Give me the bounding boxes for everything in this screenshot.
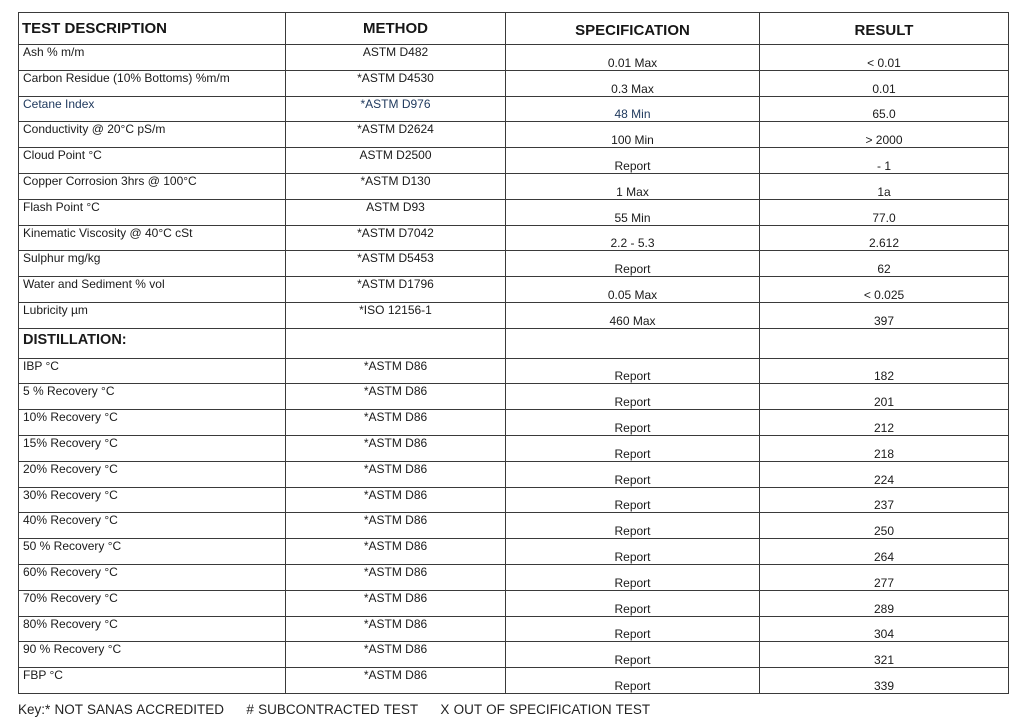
test-description: Lubricity µm — [19, 302, 286, 328]
test-result: 218 — [760, 435, 1009, 461]
test-description: Cloud Point °C — [19, 148, 286, 174]
test-specification: Report — [506, 539, 760, 565]
test-description: 30% Recovery °C — [19, 487, 286, 513]
test-method: *ASTM D7042 — [286, 225, 506, 251]
test-result: 182 — [760, 358, 1009, 384]
test-description: Sulphur mg/kg — [19, 251, 286, 277]
distillation-title: DISTILLATION: — [19, 328, 286, 358]
test-result: 201 — [760, 384, 1009, 410]
key-legend — [18, 702, 668, 717]
table-row — [19, 384, 1009, 410]
test-method: *ASTM D4530 — [286, 70, 506, 96]
test-result: 2.612 — [760, 225, 1009, 251]
test-description: 5 % Recovery °C — [19, 384, 286, 410]
table-row — [19, 302, 1009, 328]
table-body — [19, 45, 1009, 694]
header-test-description: TEST DESCRIPTION — [19, 13, 286, 45]
table-row — [19, 96, 1009, 122]
test-description: FBP °C — [19, 668, 286, 694]
test-specification: 1 Max — [506, 173, 760, 199]
test-description: Water and Sediment % vol — [19, 277, 286, 303]
table-row — [19, 539, 1009, 565]
table-row — [19, 435, 1009, 461]
test-method: ASTM D2500 — [286, 148, 506, 174]
test-specification: 48 Min — [506, 96, 760, 122]
test-specification: 460 Max — [506, 302, 760, 328]
test-method: *ASTM D86 — [286, 668, 506, 694]
test-specification: 100 Min — [506, 122, 760, 148]
test-method: *ASTM D86 — [286, 642, 506, 668]
table-row — [19, 668, 1009, 694]
table-row — [19, 225, 1009, 251]
test-results-table — [18, 12, 1009, 694]
test-specification: 55 Min — [506, 199, 760, 225]
test-description: Cetane Index — [19, 96, 286, 122]
header-method: METHOD — [286, 13, 506, 45]
test-result: 1a — [760, 173, 1009, 199]
test-result: 289 — [760, 590, 1009, 616]
test-method: *ASTM D86 — [286, 487, 506, 513]
key-subcontracted: # SUBCONTRACTED TEST — [246, 702, 419, 717]
test-specification: Report — [506, 148, 760, 174]
test-method: *ASTM D86 — [286, 564, 506, 590]
test-specification: Report — [506, 435, 760, 461]
test-specification: Report — [506, 513, 760, 539]
test-method: *ASTM D130 — [286, 173, 506, 199]
test-description: 40% Recovery °C — [19, 513, 286, 539]
table-row — [19, 590, 1009, 616]
test-result: > 2000 — [760, 122, 1009, 148]
table-row — [19, 461, 1009, 487]
table-row — [19, 513, 1009, 539]
table-row — [19, 173, 1009, 199]
test-result: < 0.025 — [760, 277, 1009, 303]
test-description: Copper Corrosion 3hrs @ 100°C — [19, 173, 286, 199]
table-row — [19, 564, 1009, 590]
test-description: Kinematic Viscosity @ 40°C cSt — [19, 225, 286, 251]
test-method: *ASTM D86 — [286, 384, 506, 410]
test-method: *ASTM D86 — [286, 435, 506, 461]
test-results-sheet — [18, 12, 1008, 694]
table-row — [19, 251, 1009, 277]
test-description: Flash Point °C — [19, 199, 286, 225]
empty-cell — [760, 328, 1009, 358]
table-row — [19, 122, 1009, 148]
test-result: 65.0 — [760, 96, 1009, 122]
test-method: ASTM D93 — [286, 199, 506, 225]
test-description: 10% Recovery °C — [19, 410, 286, 436]
test-description: 80% Recovery °C — [19, 616, 286, 642]
test-method: *ASTM D86 — [286, 590, 506, 616]
test-specification: Report — [506, 487, 760, 513]
test-result: 224 — [760, 461, 1009, 487]
table-row — [19, 487, 1009, 513]
test-result: 304 — [760, 616, 1009, 642]
test-description: Carbon Residue (10% Bottoms) %m/m — [19, 70, 286, 96]
test-method: *ASTM D2624 — [286, 122, 506, 148]
test-method: *ASTM D86 — [286, 539, 506, 565]
test-result: 339 — [760, 668, 1009, 694]
table-row — [19, 642, 1009, 668]
test-method: *ASTM D86 — [286, 616, 506, 642]
test-description: 50 % Recovery °C — [19, 539, 286, 565]
table-row — [19, 148, 1009, 174]
empty-cell — [286, 328, 506, 358]
test-result: 397 — [760, 302, 1009, 328]
test-result: - 1 — [760, 148, 1009, 174]
test-description: IBP °C — [19, 358, 286, 384]
test-specification: 2.2 - 5.3 — [506, 225, 760, 251]
test-result: 264 — [760, 539, 1009, 565]
table-header-row — [19, 13, 1009, 45]
test-result: 250 — [760, 513, 1009, 539]
test-specification: 0.3 Max — [506, 70, 760, 96]
header-specification: SPECIFICATION — [506, 13, 760, 45]
test-method: ASTM D482 — [286, 45, 506, 71]
test-method: *ASTM D1796 — [286, 277, 506, 303]
table-row — [19, 358, 1009, 384]
test-method: *ASTM D86 — [286, 461, 506, 487]
key-out-of-spec: X OUT OF SPECIFICATION TEST — [440, 702, 651, 717]
test-result: 277 — [760, 564, 1009, 590]
test-description: 15% Recovery °C — [19, 435, 286, 461]
test-specification: Report — [506, 384, 760, 410]
test-method: *ASTM D976 — [286, 96, 506, 122]
test-specification: Report — [506, 642, 760, 668]
empty-cell — [506, 328, 760, 358]
test-description: Conductivity @ 20°C pS/m — [19, 122, 286, 148]
test-result: 321 — [760, 642, 1009, 668]
test-specification: 0.05 Max — [506, 277, 760, 303]
test-description: Ash % m/m — [19, 45, 286, 71]
test-specification: Report — [506, 410, 760, 436]
test-method: *ASTM D86 — [286, 358, 506, 384]
test-result: 212 — [760, 410, 1009, 436]
test-specification: 0.01 Max — [506, 45, 760, 71]
distillation-section-row — [19, 328, 1009, 358]
key-not-accredited: Key:* NOT SANAS ACCREDITED — [18, 702, 225, 717]
test-method: *ISO 12156-1 — [286, 302, 506, 328]
table-row — [19, 70, 1009, 96]
test-specification: Report — [506, 564, 760, 590]
test-specification: Report — [506, 590, 760, 616]
table-row — [19, 277, 1009, 303]
table-row — [19, 199, 1009, 225]
test-specification: Report — [506, 461, 760, 487]
test-result: < 0.01 — [760, 45, 1009, 71]
table-row — [19, 45, 1009, 71]
test-result: 237 — [760, 487, 1009, 513]
test-method: *ASTM D86 — [286, 513, 506, 539]
test-description: 70% Recovery °C — [19, 590, 286, 616]
table-row — [19, 616, 1009, 642]
table-row — [19, 410, 1009, 436]
test-method: *ASTM D5453 — [286, 251, 506, 277]
test-description: 20% Recovery °C — [19, 461, 286, 487]
test-specification: Report — [506, 616, 760, 642]
test-description: 90 % Recovery °C — [19, 642, 286, 668]
test-result: 77.0 — [760, 199, 1009, 225]
test-description: 60% Recovery °C — [19, 564, 286, 590]
header-result: RESULT — [760, 13, 1009, 45]
test-specification: Report — [506, 358, 760, 384]
test-specification: Report — [506, 668, 760, 694]
test-result: 0.01 — [760, 70, 1009, 96]
test-specification: Report — [506, 251, 760, 277]
test-result: 62 — [760, 251, 1009, 277]
test-method: *ASTM D86 — [286, 410, 506, 436]
